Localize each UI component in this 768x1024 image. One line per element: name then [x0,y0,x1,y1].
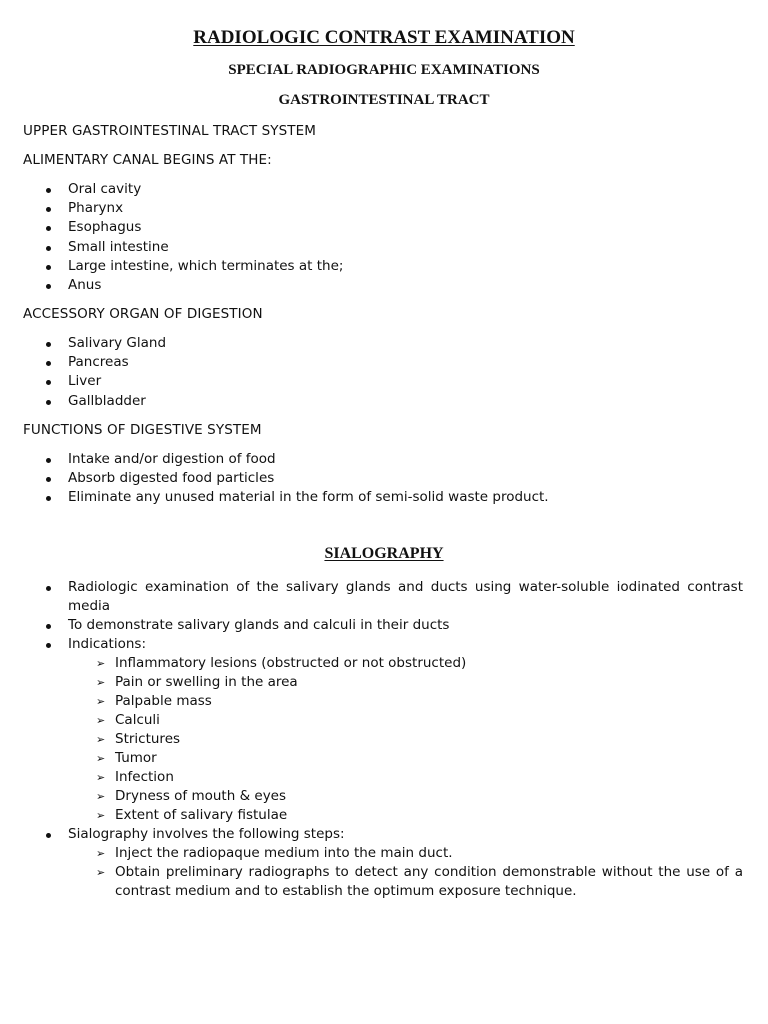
arrow-bullet-icon: ➢ [96,771,106,784]
sub-list-item-text: Strictures [115,731,181,747]
sialography-list [0,578,768,901]
sub-list-item [68,730,743,749]
sialography-title: SIALOGRAPHY [324,545,444,562]
list-item [0,616,768,635]
bullet-icon [46,400,51,405]
arrow-bullet-icon: ➢ [96,847,106,860]
sub-list-item [68,673,743,692]
list-item [0,334,768,353]
sub-list-item-text: Dryness of mouth & eyes [115,788,287,804]
bullet-icon [46,361,51,366]
bullet-icon [46,586,51,591]
list-item-text: Liver [68,373,102,390]
sub-list-item-text: Infection [115,769,174,785]
section-title: GASTROINTESTINAL TRACT [278,92,490,108]
upper-gi-heading: UPPER GASTROINTESTINAL TRACT SYSTEM [23,123,317,139]
bullet-icon [46,477,51,482]
list-item-text: Intake and/or digestion of food [68,451,276,467]
sub-list-item [68,749,743,768]
list-item [0,450,768,469]
list-item [0,276,768,295]
bullet-icon [46,265,51,270]
indications-label: Indications: [68,636,146,652]
list-item [0,199,768,218]
indications-list [68,654,743,825]
list-item-text: Pancreas [68,354,129,371]
steps-list [68,844,743,901]
sub-list-item-text: Inject the radiopaque medium into the main duct. [115,845,453,861]
list-item [0,488,768,507]
sub-list-item [68,844,743,863]
accessory-list [0,334,768,411]
sub-list-item-text: Obtain preliminary radiographs to detect any condition demonstrable without the use of a contrast medium and to establish the optimum exposure technique. [115,864,743,899]
bullet-icon [46,284,51,289]
arrow-bullet-icon: ➢ [96,714,106,727]
sub-list-item-text: Palpable mass [115,693,212,709]
bullet-icon [46,246,51,251]
bullet-icon [46,207,51,212]
functions-list [0,450,768,508]
bullet-icon [46,833,51,838]
sub-list-item-text: Tumor [115,750,157,766]
list-item [0,635,768,825]
sub-list-item [68,711,743,730]
bullet-icon [46,188,51,193]
list-item [0,392,768,411]
list-item-text: Esophagus [68,219,142,236]
list-item [0,469,768,488]
list-item [0,180,768,199]
bullet-icon [46,624,51,629]
bullet-icon [46,643,51,648]
bullet-icon [46,342,51,347]
sub-list-item [68,787,743,806]
sub-list-item-text: Calculi [115,712,160,728]
bullet-icon [46,458,51,463]
list-item [0,578,768,616]
list-item [0,353,768,372]
sialography-purpose: To demonstrate salivary glands and calculi in their ducts [68,617,450,633]
sub-list-item [68,768,743,787]
alimentary-heading: ALIMENTARY CANAL BEGINS AT THE: [23,152,272,168]
arrow-bullet-icon: ➢ [96,695,106,708]
list-item-text: Absorb digested food particles [68,470,275,487]
document-subtitle: SPECIAL RADIOGRAPHIC EXAMINATIONS [228,62,540,78]
sub-list-item [68,692,743,711]
sub-list-item-text: Extent of salivary fistulae [115,807,288,823]
arrow-bullet-icon: ➢ [96,657,106,670]
sub-list-item-text: Inflammatory lesions (obstructed or not obstructed) [115,655,467,671]
accessory-heading: ACCESSORY ORGAN OF DIGESTION [23,306,263,322]
document-title: RADIOLOGIC CONTRAST EXAMINATION [193,27,575,48]
bullet-icon [46,496,51,501]
list-item [0,825,768,901]
sialography-definition: Radiologic examination of the salivary glands and ducts using water-soluble iodinated contrast media [68,579,743,614]
list-item [0,372,768,391]
list-item [0,257,768,276]
list-item-text: Large intestine, which terminates at the; [68,257,344,274]
list-item-text: Pharynx [68,200,124,217]
arrow-bullet-icon: ➢ [96,866,106,879]
sub-list-item [68,863,743,901]
list-item [0,238,768,257]
bullet-icon [46,380,51,385]
alimentary-list [0,180,768,295]
list-item-text: Salivary Gland [68,335,167,351]
sub-list-item [68,654,743,673]
steps-label: Sialography involves the following steps: [68,826,345,842]
bullet-icon [46,226,51,231]
arrow-bullet-icon: ➢ [96,809,106,822]
arrow-bullet-icon: ➢ [96,790,106,803]
sub-list-item [68,806,743,825]
list-item-text: Gallbladder [68,392,146,409]
arrow-bullet-icon: ➢ [96,752,106,765]
list-item-text: Anus [68,276,102,293]
functions-heading: FUNCTIONS OF DIGESTIVE SYSTEM [23,422,262,438]
sub-list-item-text: Pain or swelling in the area [115,674,298,690]
arrow-bullet-icon: ➢ [96,733,106,746]
arrow-bullet-icon: ➢ [96,676,106,689]
list-item-text: Oral cavity [68,181,142,197]
list-item-text: Eliminate any unused material in the form of semi-solid waste product. [68,489,549,506]
list-item-text: Small intestine [68,238,169,255]
list-item [0,218,768,237]
